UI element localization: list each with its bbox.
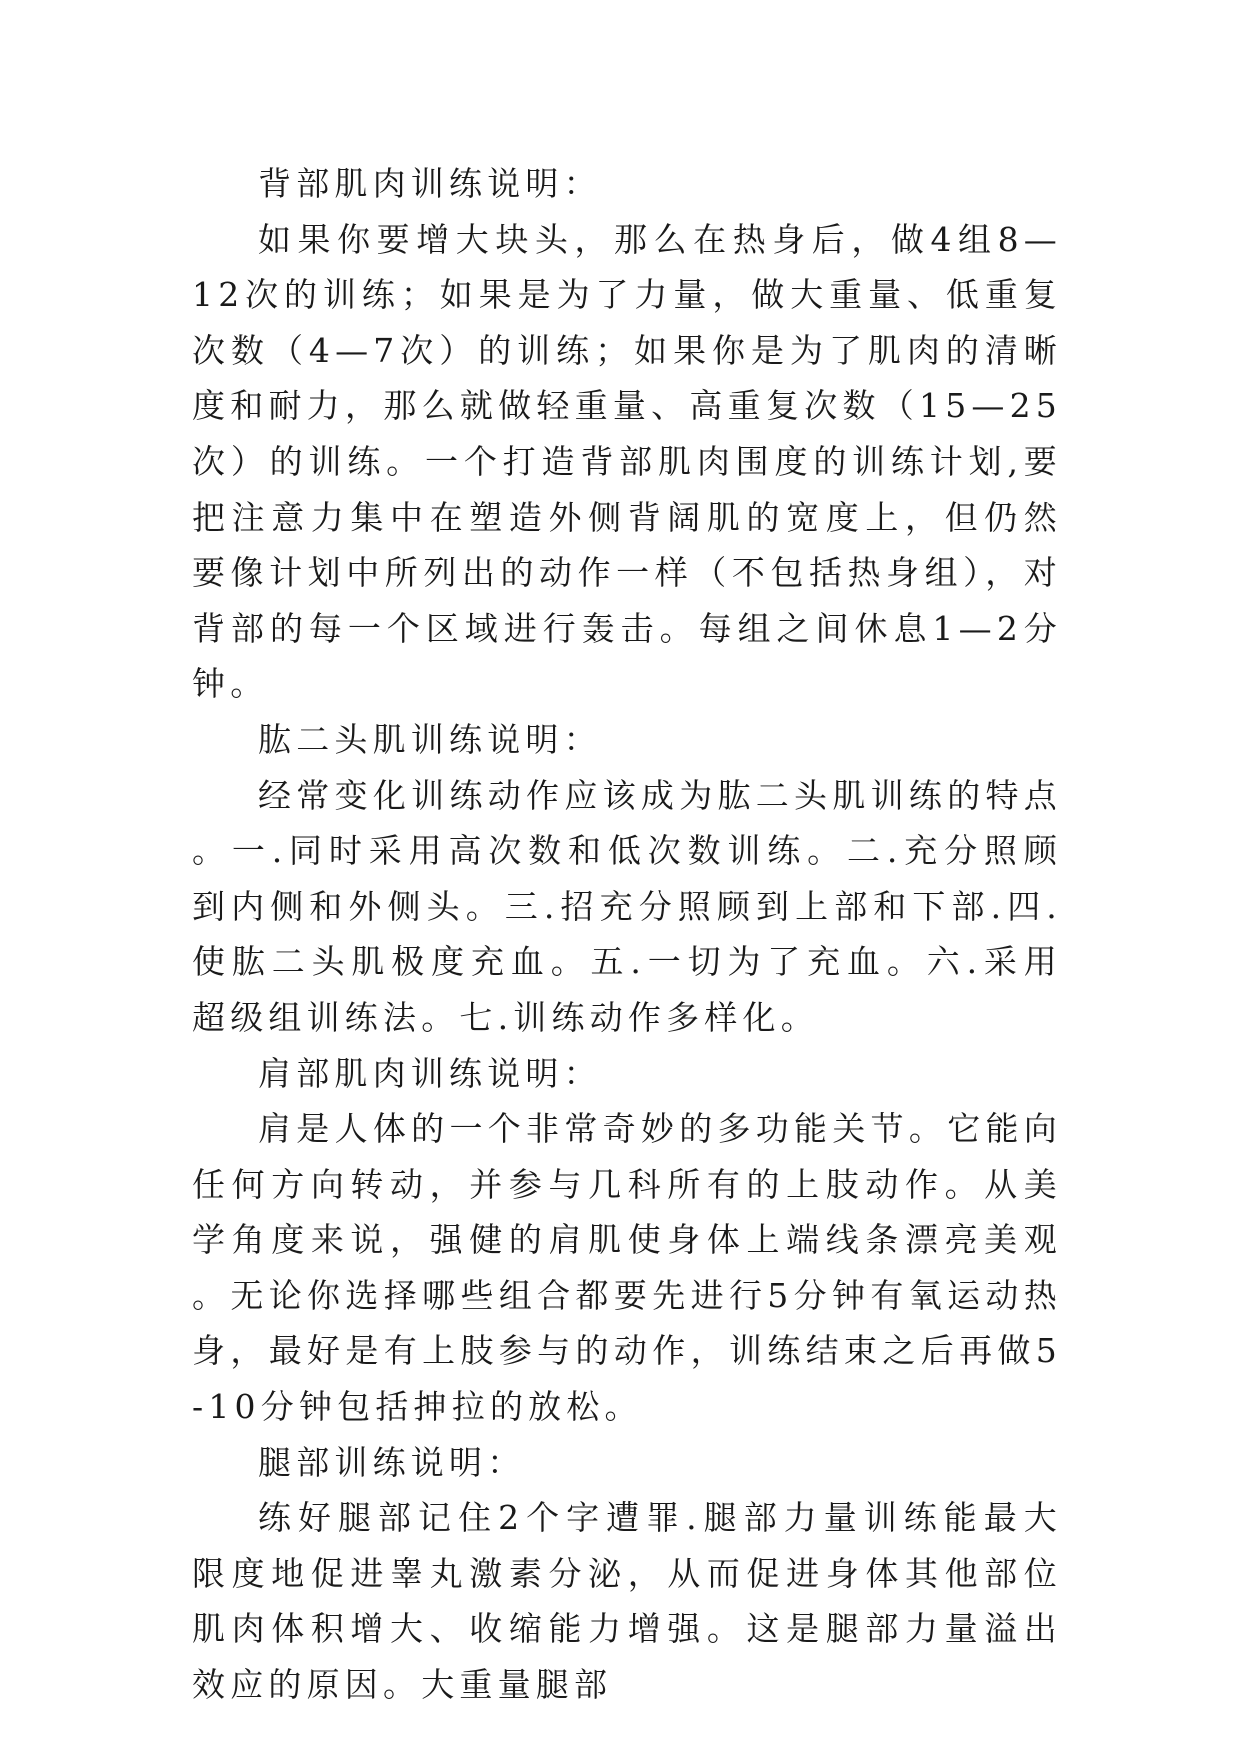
heading-shoulder-training: 肩部肌肉训练说明： (258, 1053, 602, 1093)
heading-biceps-training: 肱二头肌训练说明： (258, 719, 602, 759)
document-body (192, 156, 1062, 1713)
paragraph-leg-training: 练好腿部记住2个字遭罪.腿部力量训练能最大限度地促进睾丸激素分泌，从而促进身体其他部位肌肉体积增大、收缩能力增强。这是腿部力量溢出效应的原因。大重量腿部 (192, 1498, 1062, 1705)
paragraph-biceps-training: 经常变化训练动作应该成为肱二头肌训练的特点。一.同时采用高次数和低次数训练。二.充分照顾到内侧和外侧头。三.招充分照顾到上部和下部.四.使肱二头肌极度充血。五.一切为了充血。六.采用超级组训练法。七.训练动作多样化。 (192, 775, 1062, 1037)
heading-back-training: 背部肌肉训练说明： (258, 164, 602, 203)
paragraph-back-training: 如果你要增大块头，那么在热身后，做4组8—12次的训练；如果是为了力量，做大重量、低重复次数（4—7次）的训练；如果你是为了肌肉的清晰度和耐力，那么就做轻重量、高重复次数（15—25次）的训练。一个打造背部肌肉围度的训练计划,要把注意力集中在塑造外侧背阔肌的宽度上，但仍然要像计划中所列出的动作一样（不包括热身组），对背部的每一个区域进行轰击。每组之间休息1—2分钟。 (192, 219, 1062, 704)
heading-leg-training: 腿部训练说明： (258, 1442, 526, 1482)
paragraph-shoulder-training: 肩是人体的一个非常奇妙的多功能关节。它能向任何方向转动，并参与几科所有的上肢动作。从美学角度来说，强健的肩肌使身体上端线条漂亮美观。无论你选择哪些组合都要先进行5分钟有氧运动热身，最好是有上肢参与的动作，训练结束之后再做5-10分钟包括抻拉的放松。 (192, 1109, 1062, 1427)
